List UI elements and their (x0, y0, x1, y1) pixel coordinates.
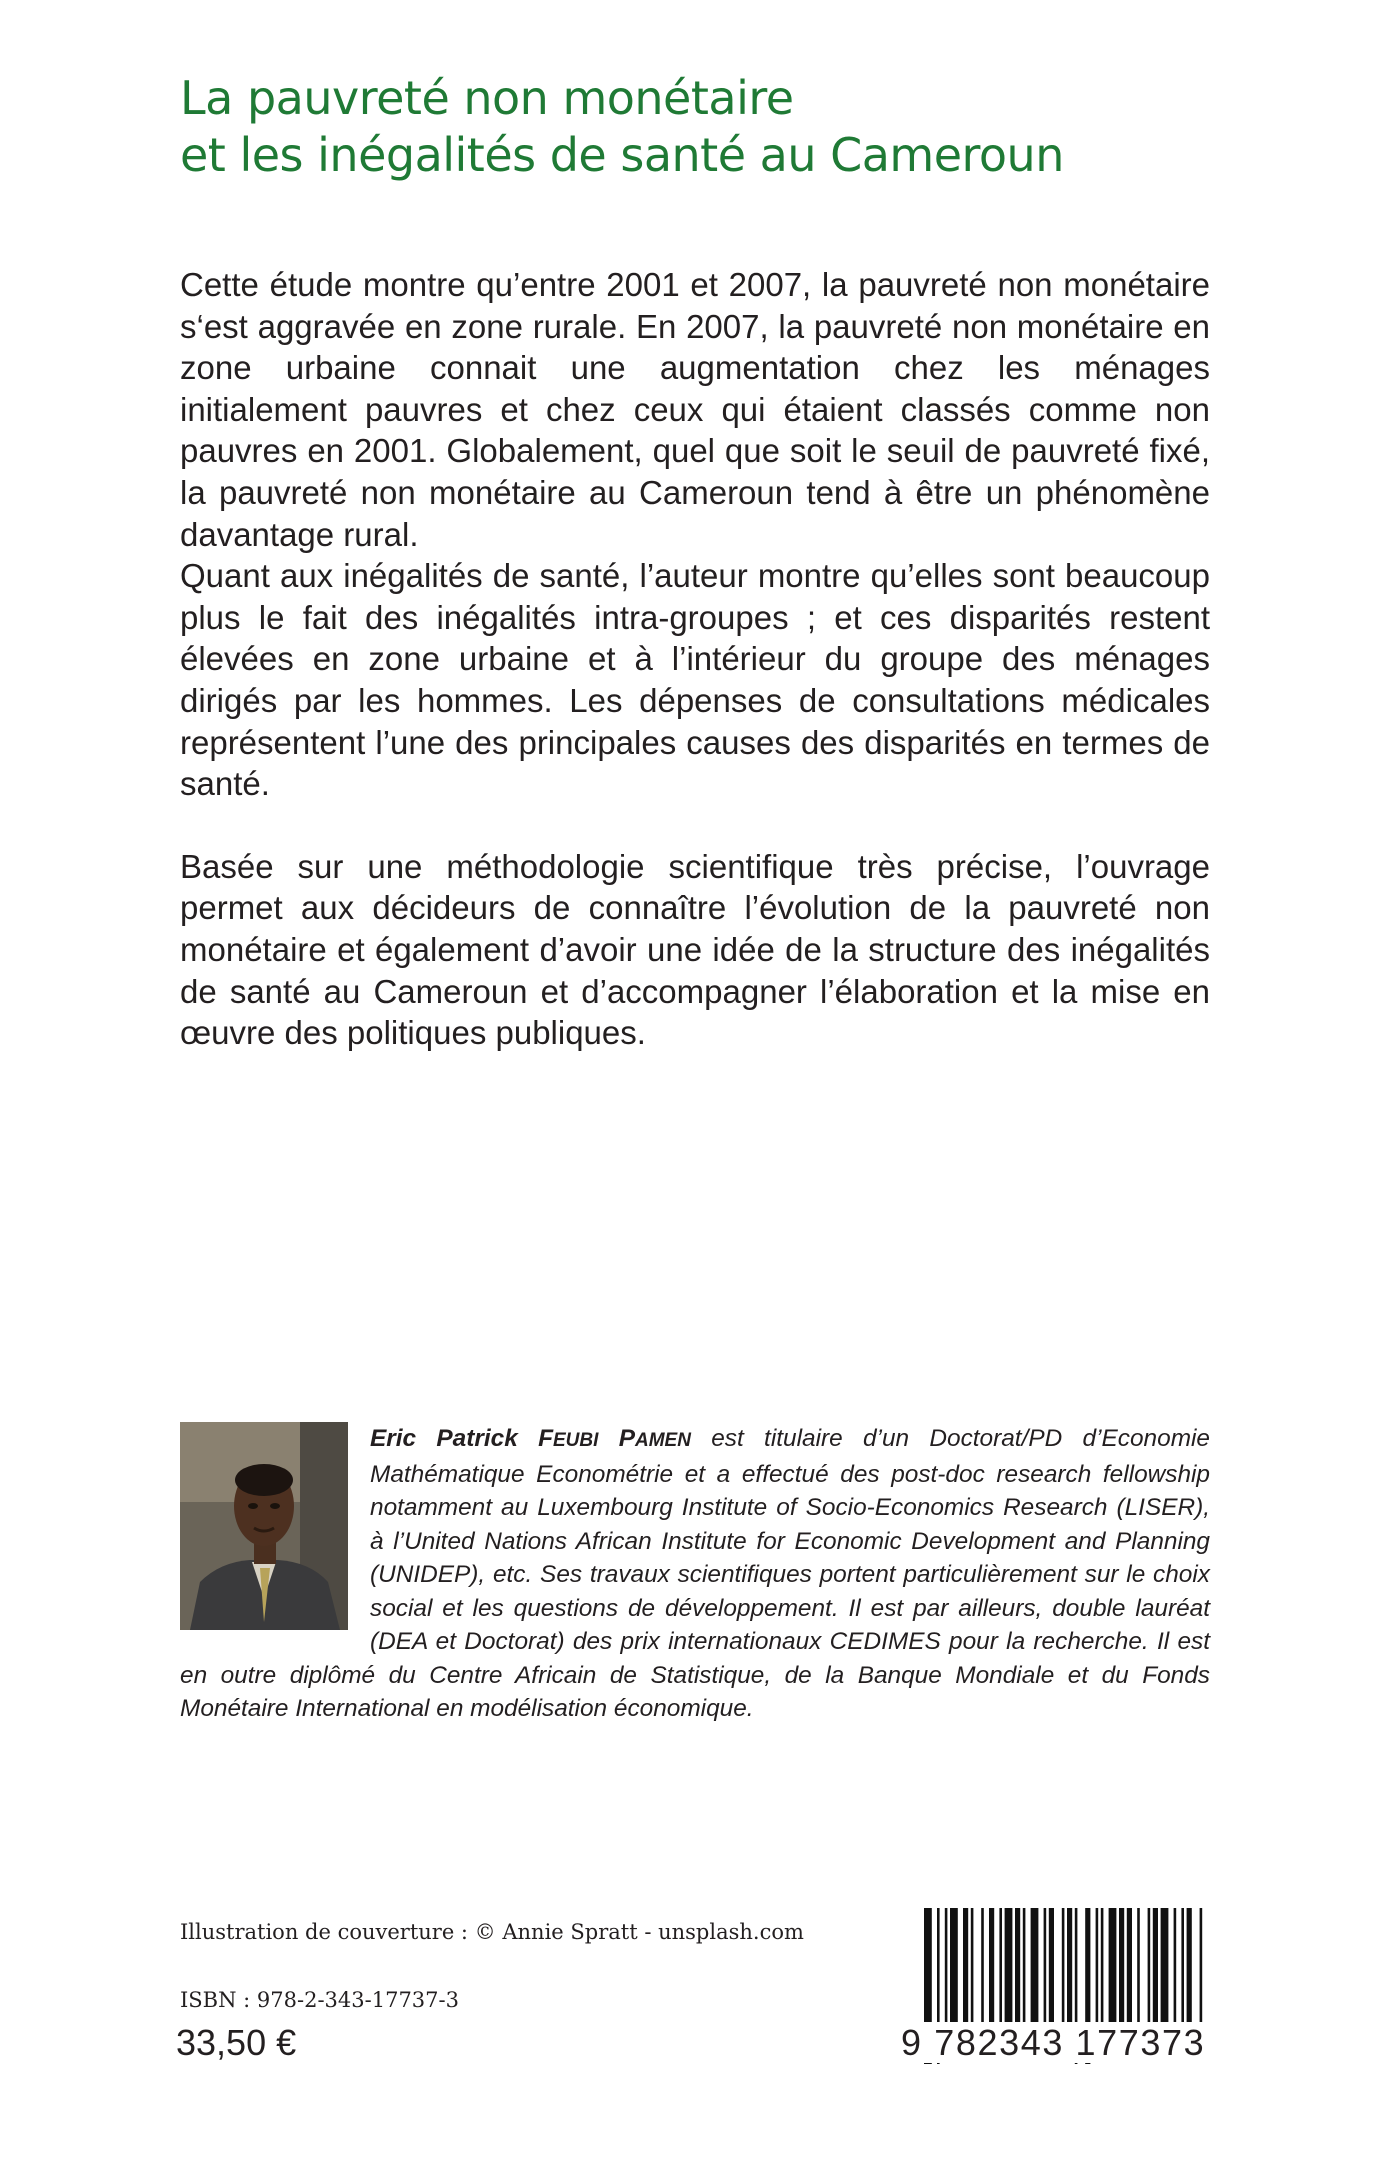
barcode-bar (1023, 1908, 1026, 2026)
summary-paragraph-3: Basée sur une méthodologie scientifique très précise, l’ouvrage permet aux décideurs de connaître l’évolution de la pauvreté non monétaire et également d’avoir une idée de la structure des inégalités de santé au Cameroun et d’accompagner l’élaboration et la mise en œuvre des politiques publiques. (180, 847, 1210, 1052)
barcode-bar (1101, 1908, 1104, 2026)
barcode-bar (1005, 1908, 1013, 2026)
book-title (180, 70, 1280, 184)
barcode-bar (1096, 1908, 1099, 2026)
barcode-bar (989, 1908, 994, 2026)
barcode-bar (1174, 1908, 1177, 2026)
barcode-bar (1181, 1908, 1184, 2026)
barcode-bar (1187, 1908, 1192, 2026)
barcode-bar (1153, 1908, 1158, 2026)
barcode-bar (1062, 1908, 1065, 2026)
barcode-bar (1127, 1908, 1132, 2026)
barcode-digits-text: 9 782343 177373 (901, 2022, 1206, 2063)
barcode-bar (1119, 1908, 1124, 2026)
barcode-bar (1148, 1908, 1151, 2026)
barcode-bar (1044, 1908, 1047, 2026)
barcode-bar (999, 1908, 1002, 2026)
title-line-2: et les inégalités de santé au Cameroun (180, 128, 1064, 182)
author-surname2-initial: P (618, 1425, 635, 1452)
author-surname2-rest: AMEN (634, 1430, 691, 1451)
barcode-bar (971, 1908, 974, 2026)
summary-paragraph-1: Cette étude montre qu’entre 2001 et 2007, la pauvreté non monétaire s‘est aggravée en zone rurale. En 2007, la pauvreté non monétaire en zone urbaine connait une augmentation chez les ménages initialement pauvres et chez ceux qui étaient classés comme non pauvres en 2001. Globalement, quel que soit le seuil de pauvreté fixé, la pauvreté non monétaire au Cameroun tend à être un phénomène davantage rural. (180, 266, 1210, 553)
barcode-bar (1031, 1908, 1039, 2026)
barcode-bar (963, 1908, 968, 2026)
illustration-credit: Illustration de couverture : © Annie Spratt - unsplash.com (180, 1920, 804, 1944)
isbn: ISBN : 978-2-343-17737-3 (180, 1988, 459, 2012)
author-surname1-rest: EUBI (552, 1430, 599, 1451)
barcode-bar (981, 1908, 984, 2026)
barcode-bar (1067, 1908, 1072, 2026)
price: 33,50 € (176, 2022, 297, 2063)
barcode-bar (1015, 1908, 1020, 2026)
barcode-bar (950, 1908, 958, 2026)
barcode-bar (1137, 1908, 1140, 2026)
author-section (180, 1422, 1210, 1726)
barcode-digits (900, 2022, 1212, 2064)
title-line-1: La pauvreté non monétaire (180, 71, 794, 125)
barcode-bar (1161, 1908, 1169, 2026)
barcode-bar (1109, 1908, 1117, 2026)
author-bio-text: est titulaire d’un Doctorat/PD d’Economie Mathématique Econométrie et a effectué des post-doc research fellowship notamment au Luxembourg Institute of Socio-Economics Research (LISER), à l’United Nations African Institute for Economic Development and Planning (UNIDEP), etc. Ses travaux scientifiques portent particulièrement sur le choix social et les questions de développement. Il est par ailleurs, double lauréat (DEA et Doctorat) des prix internationaux CEDIMES pour la recherche. Il est en outre diplômé du Centre Africain de Statistique, de la Banque Mondiale et du Fonds Monétaire International en modélisation économique. (180, 1425, 1210, 1722)
author-photo (180, 1422, 348, 1630)
barcode-bar (1049, 1908, 1054, 2026)
author-name (370, 1425, 691, 1452)
barcode-bar (945, 1908, 948, 2026)
back-cover-summary (180, 264, 1210, 1054)
author-surname1-initial: F (538, 1425, 553, 1452)
summary-paragraph-2: Quant aux inégalités de santé, l’auteur montre qu’elles sont beaucoup plus le fait des inégalités intra-groupes ; et ces disparités restent élevées en zone urbaine et à l’intérieur du groupe des ménages dirigés par les hommes. Les dépenses de consultations médicales représentent l’une des principales causes des disparités en termes de santé. (180, 557, 1210, 803)
barcode-bar (1200, 1908, 1203, 2026)
author-first-names: Eric Patrick (370, 1425, 539, 1452)
